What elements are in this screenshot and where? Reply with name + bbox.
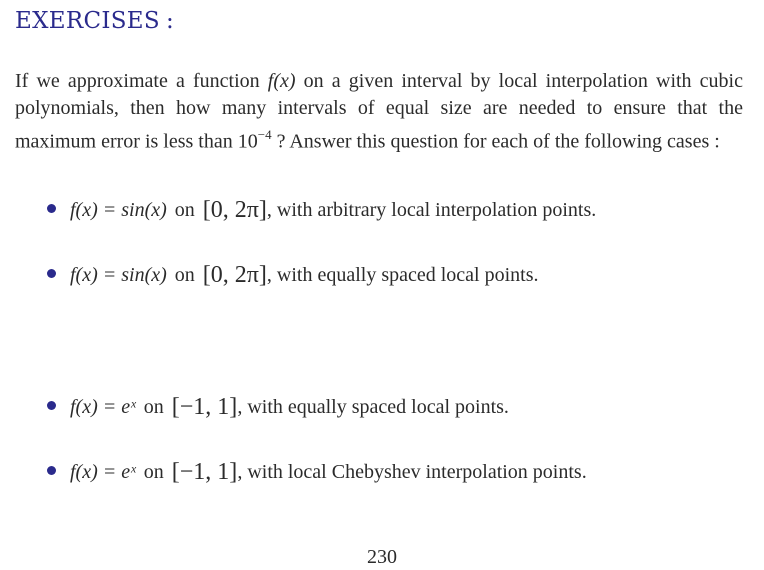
case-description: , with local Chebyshev interpolation points. [237,461,587,483]
page-number: 230 [367,546,397,568]
intro-function: f(x) [267,70,296,92]
case-function: f(x) = sin(x) [70,199,167,221]
case-function: f(x) = eˣ [70,461,136,483]
case-item-3 [47,394,509,420]
case-interval: [0, 2π] [202,262,267,288]
case-item-4 [47,459,587,485]
intro-text-before: If we approximate a function [15,70,268,92]
case-item-1 [47,197,596,223]
heading-colon: : [165,8,175,34]
case-on: on [143,396,164,418]
section-heading [15,8,174,34]
case-interval: [−1, 1] [171,394,238,420]
case-interval: [−1, 1] [171,459,238,485]
case-description: , with arbitrary local interpolation points. [266,199,597,221]
case-on: on [174,199,195,221]
case-on: on [143,461,164,483]
case-item-2 [47,262,539,288]
intro-base: 10 [237,130,258,153]
bullet-icon [47,466,56,475]
intro-exponent: −4 [257,127,272,142]
heading-title: EXERCISES [15,8,160,34]
case-description: , with equally spaced local points. [266,264,539,286]
intro-text-after: on a given interval by local interpolation with cubic polynomials, then how many intervals of equal size are needed to ensure that the maximum error is less than [15,70,743,153]
bullet-icon [47,204,56,213]
case-interval: [0, 2π] [202,197,267,223]
case-description: , with equally spaced local points. [237,396,509,418]
case-function: f(x) = eˣ [70,396,136,418]
intro-text-end: ? Answer this question for each of the following cases : [271,130,720,153]
bullet-icon [47,401,56,410]
bullet-icon [47,269,56,278]
case-on: on [174,264,195,286]
case-function: f(x) = sin(x) [70,264,167,286]
exercise-intro [15,68,743,156]
